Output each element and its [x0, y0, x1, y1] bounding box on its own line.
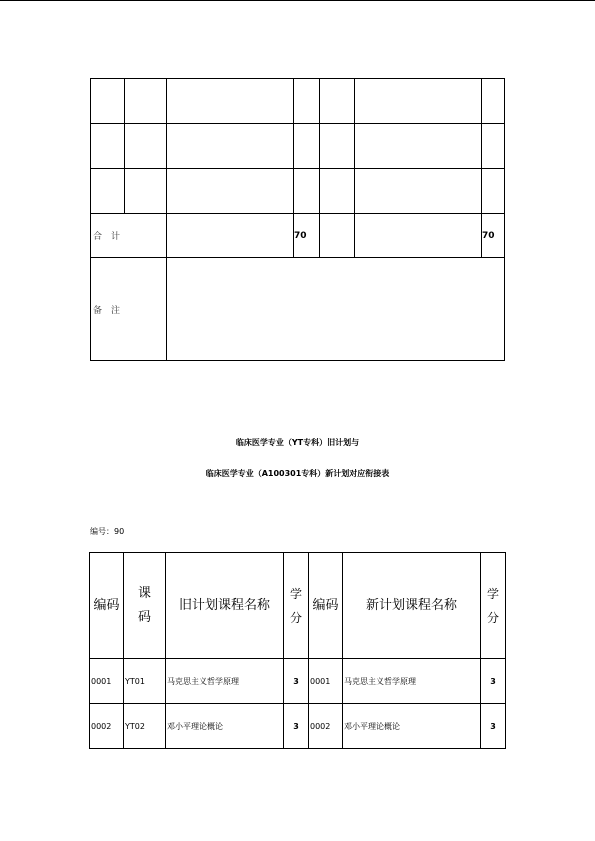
- row-new-credit: 3: [481, 704, 506, 749]
- remark-label: 备 注: [91, 258, 167, 361]
- table-row: [91, 169, 505, 214]
- row-code: 0001: [90, 659, 124, 704]
- row-new-name: 邓小平理论概论: [343, 704, 481, 749]
- table-row: [91, 79, 505, 124]
- row-old-name: 邓小平理论概论: [166, 704, 284, 749]
- remark-row: [91, 258, 505, 361]
- page-title-line2: 临床医学专业（A100301专科）新计划对应衔接表: [205, 469, 390, 478]
- header-row: [90, 553, 506, 659]
- row-old-credit: 3: [284, 704, 309, 749]
- total-row: [91, 214, 505, 258]
- table-row: [90, 704, 506, 749]
- page-top-border: [0, 0, 595, 1]
- remark-content: [167, 258, 505, 361]
- header-old-name: 旧计划课程名称: [166, 553, 284, 659]
- doc-number: 编号：90: [90, 527, 125, 536]
- row-new-name: 马克思主义哲学原理: [343, 659, 481, 704]
- row-new-code: 0001: [309, 659, 343, 704]
- table-row: [91, 124, 505, 169]
- old-total-credits: 70: [294, 214, 320, 258]
- header-old-credit: 学 分: [284, 553, 309, 659]
- row-course-code: YT02: [124, 704, 166, 749]
- row-old-name: 马克思主义哲学原理: [166, 659, 284, 704]
- table-row: [90, 659, 506, 704]
- header-new-name: 新计划课程名称: [343, 553, 481, 659]
- header-new-credit: 学 分: [481, 553, 506, 659]
- page-title-line1: 临床医学专业（YT专科）旧计划与: [235, 438, 360, 447]
- correspondence-table: [89, 552, 506, 749]
- row-new-credit: 3: [481, 659, 506, 704]
- new-total-credits: 70: [482, 214, 505, 258]
- header-new-code: 编码: [309, 553, 343, 659]
- upper-table: [90, 78, 505, 361]
- row-course-code: YT01: [124, 659, 166, 704]
- header-code: 编码: [90, 553, 124, 659]
- row-old-credit: 3: [284, 659, 309, 704]
- header-course-code: 课 码: [124, 553, 166, 659]
- total-label: 合 计: [91, 214, 167, 258]
- row-code: 0002: [90, 704, 124, 749]
- row-new-code: 0002: [309, 704, 343, 749]
